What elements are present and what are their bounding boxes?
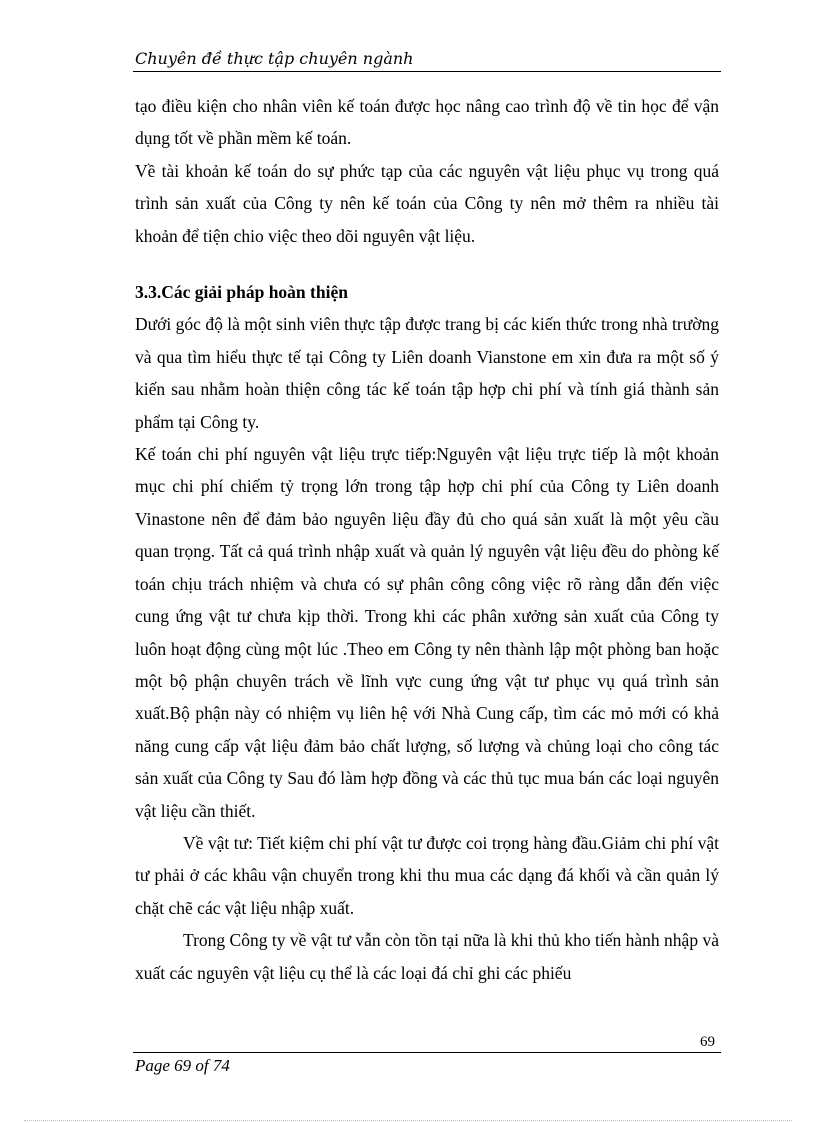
- paragraph: Về tài khoản kế toán do sự phức tạp của các nguyên vật liệu phục vụ trong quá trình sản xuất của Công ty nên kế toán của Công ty nên mở thêm ra nhiều tài khoản để tiện chio việc theo dõi nguyên vật liệu.: [135, 160, 719, 246]
- paragraph: Trong Công ty về vật tư vẫn còn tồn tại nữa là khi thủ kho tiến hành nhập và xuất các nguyên vật liệu cụ thể là các loại đá chỉ ghi các phiếu: [135, 930, 719, 983]
- page-counter: Page 69 of 74: [135, 1056, 230, 1075]
- section-heading: 3.3.Các giải pháp hoàn thiện: [135, 282, 348, 303]
- running-header: Chuyên đề thực tập chuyên ngành: [135, 49, 414, 68]
- footer-rule: [133, 1052, 721, 1053]
- header-rule: [133, 71, 721, 72]
- page-number: 69: [700, 1034, 715, 1050]
- paragraph: Về vật tư: Tiết kiệm chi phí vật tư được coi trọng hàng đầu.Giảm chi phí vật tư phải ở các khâu vận chuyển trong khi thu mua các dạng đá khối và cần quản lý chặt chẽ các vật liệu nhập xuất.: [135, 832, 719, 918]
- paragraph: Kế toán chi phí nguyên vật liệu trực tiếp:Nguyên vật liệu trực tiếp là một khoản mục chi phí chiếm tỷ trọng lớn trong tập hợp chi phí của Công ty Liên doanh Vinastone nên để đảm bảo nguyên liệu đầy đủ cho quá sản xuất là một yêu cầu quan trọng. Tất cả quá trình nhập xuất và quản lý nguyên vật liệu đều do phòng kế toán chịu trách nhiệm và chưa có sự phân công công việc rõ ràng dẫn đến việc cung ứng vật tư chưa kịp thời. Trong khi các phân xưởng sản xuất của Công ty luôn hoạt động cùng một lúc .Theo em Công ty nên thành lập một phòng ban hoặc một bộ phận chuyên trách về lĩnh vực cung ứng vật tư phục vụ quá trình sản xuất.Bộ phận này có nhiệm vụ liên hệ với Nhà Cung cấp, tìm các mỏ mới có khả năng cung cấp vật liệu đảm bảo chất lượng, số lượng và chủng loại cho công tác sản xuất của Công ty Sau đó làm hợp đồng và các thủ tục mua bán các loại nguyên vật liệu cần thiết.: [135, 444, 719, 821]
- page-edge: [24, 1120, 792, 1121]
- paragraph: tạo điều kiện cho nhân viên kế toán được học nâng cao trình độ về tin học để vận dụng tốt về phần mềm kế toán.: [135, 96, 719, 149]
- paragraph: Dưới góc độ là một sinh viên thực tập được trang bị các kiến thức trong nhà trường và qua tìm hiểu thực tế tại Công ty Liên doanh Vianstone em xin đưa ra một số ý kiến sau nhằm hoàn thiện công tác kế toán tập hợp chi phí và tính giá thành sản phẩm tại Công ty.: [135, 314, 719, 432]
- body-text: [135, 90, 719, 989]
